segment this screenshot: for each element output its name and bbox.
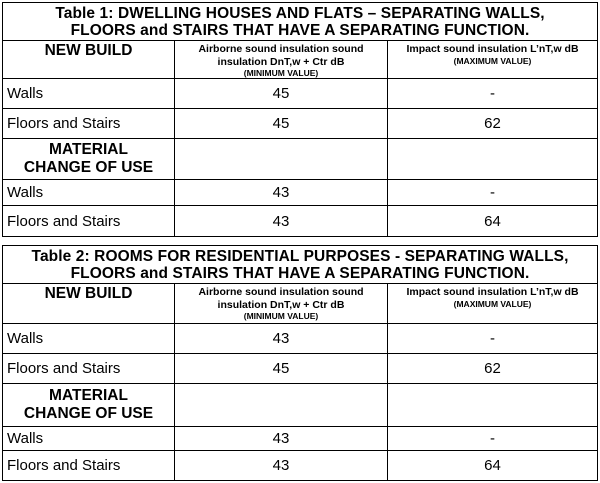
table-title-line-2: FLOORS and STAIRS THAT HAVE A SEPARATING FUNCTION. — [70, 264, 530, 282]
impact-header-note: (MAXIMUM VALUE) — [453, 298, 532, 309]
impact-header-line-1: Impact sound insulation L’nT,w dB — [406, 286, 579, 298]
impact-value: - — [388, 324, 598, 354]
table-row — [3, 180, 598, 206]
impact-header-line-1: Impact sound insulation L’nT,w dB — [406, 43, 579, 55]
airborne-column-header — [175, 41, 388, 79]
empty-cell — [175, 139, 388, 180]
row-label: Floors and Stairs — [3, 109, 175, 139]
table-title-line-2: FLOORS and STAIRS THAT HAVE A SEPARATING FUNCTION. — [70, 21, 530, 39]
row-label: Walls — [3, 427, 175, 451]
material-heading-line-2: CHANGE OF USE — [23, 405, 154, 422]
impact-value: 62 — [388, 354, 598, 384]
table-title-line-1: Table 1: DWELLING HOUSES AND FLATS – SEPARATING WALLS, — [55, 4, 545, 22]
row-label: Floors and Stairs — [3, 206, 175, 237]
material-heading-line-1: MATERIAL — [49, 387, 128, 404]
new-build-heading: NEW BUILD — [3, 41, 175, 79]
airborne-value: 43 — [175, 427, 388, 451]
empty-cell — [388, 384, 598, 427]
table-row — [3, 451, 598, 481]
empty-cell — [388, 139, 598, 180]
table-row — [3, 324, 598, 354]
airborne-header-line-1: Airborne sound insulation sound — [198, 43, 364, 55]
impact-value: - — [388, 427, 598, 451]
impact-header-note: (MAXIMUM VALUE) — [453, 55, 532, 66]
material-change-heading — [3, 139, 175, 180]
row-label: Floors and Stairs — [3, 354, 175, 384]
impact-column-header — [388, 41, 598, 79]
material-heading-line-1: MATERIAL — [49, 141, 128, 158]
row-label: Floors and Stairs — [3, 451, 175, 481]
airborne-header-line-2: insulation DnT,w + Ctr dB — [217, 298, 345, 311]
airborne-value: 43 — [175, 206, 388, 237]
table-row — [3, 354, 598, 384]
airborne-value: 45 — [175, 354, 388, 384]
airborne-header-line-2: insulation DnT,w + Ctr dB — [217, 55, 345, 68]
table-title-line-1: Table 2: ROOMS FOR RESIDENTIAL PURPOSES - SEPARATING WALLS, — [31, 247, 569, 265]
table-1 — [2, 2, 598, 237]
table-row — [3, 206, 598, 237]
airborne-header-line-1: Airborne sound insulation sound — [198, 286, 364, 298]
impact-value: - — [388, 79, 598, 109]
airborne-value: 43 — [175, 451, 388, 481]
impact-column-header — [388, 284, 598, 324]
new-build-heading: NEW BUILD — [3, 284, 175, 324]
impact-value: 62 — [388, 109, 598, 139]
table-title — [3, 246, 598, 284]
impact-value: - — [388, 180, 598, 206]
table-row — [3, 79, 598, 109]
empty-cell — [175, 384, 388, 427]
table-2 — [2, 245, 598, 481]
table-row — [3, 109, 598, 139]
airborne-value: 45 — [175, 109, 388, 139]
airborne-header-note: (MINIMUM VALUE) — [243, 311, 319, 321]
material-heading-line-2: CHANGE OF USE — [23, 159, 154, 176]
material-change-heading — [3, 384, 175, 427]
airborne-column-header — [175, 284, 388, 324]
airborne-value: 43 — [175, 324, 388, 354]
row-label: Walls — [3, 180, 175, 206]
airborne-value: 43 — [175, 180, 388, 206]
table-row — [3, 427, 598, 451]
impact-value: 64 — [388, 206, 598, 237]
table-title — [3, 3, 598, 41]
impact-value: 64 — [388, 451, 598, 481]
row-label: Walls — [3, 79, 175, 109]
row-label: Walls — [3, 324, 175, 354]
airborne-value: 45 — [175, 79, 388, 109]
airborne-header-note: (MINIMUM VALUE) — [243, 68, 319, 78]
